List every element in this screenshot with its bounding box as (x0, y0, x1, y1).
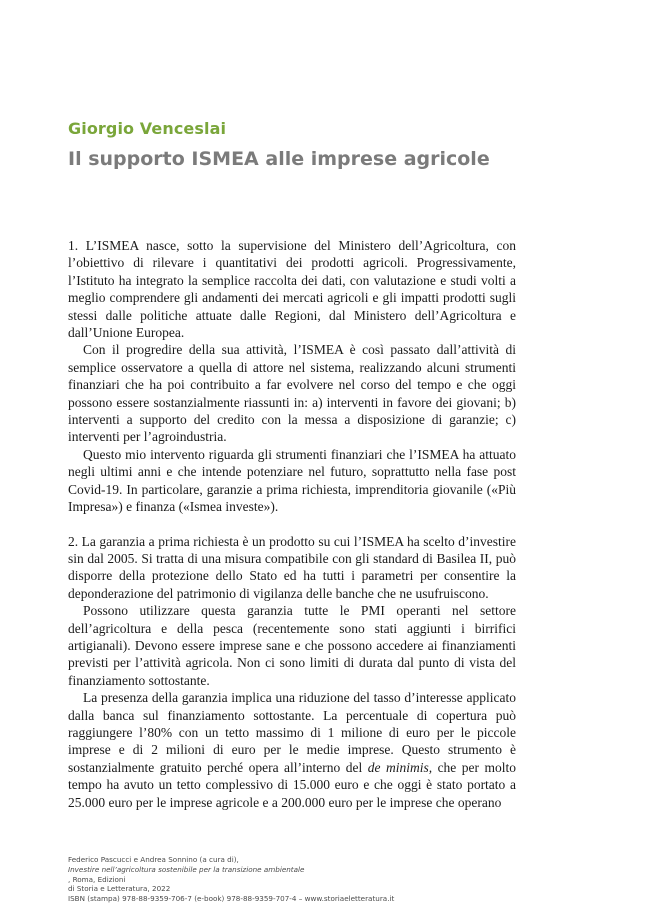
latin-term: de minimis, (367, 759, 433, 775)
paragraph-text: che per molto tempo ha avuto un tetto complessivo di 15.000 euro e che oggi è stato portato a 25.000 euro per le imprese agricole e a 200.000 euro per le imprese che operano (68, 759, 516, 810)
paragraph: 2. La garanzia a prima richiesta è un prodotto su cui l’ISMEA ha scelto d’investire sin dal 2005. Si tratta di una misura compatibile con gli standard di Basilea II, può disporre della protezione dello Stato ed ha tutti i parametri per consentire la deponderazione del patrimonio di vigilanza delle banche che ne usufruiscono. (68, 533, 516, 601)
chapter-title: Il supporto ISMEA alle imprese agricole (68, 148, 490, 170)
paragraph: Questo mio intervento riguarda gli strumenti finanziari che l’ISMEA ha attuato negli ultimi anni e che intende potenziare nel futuro, soprattutto nella fase post Covid-19. In particolare, garanzie a prima richiesta, imprenditoria giovanile («Più Impresa») e finanza («Ismea investe»). (68, 446, 516, 515)
body-text (68, 237, 516, 811)
citation-publisher: , Roma, Edizioni (68, 874, 126, 884)
author-name: Giorgio Venceslai (68, 119, 227, 138)
citation-editors: Federico Pascucci e Andrea Sonnino (a cura di), (68, 855, 239, 864)
citation-line (68, 855, 518, 884)
citation-book-title: Investire nell’agricoltura sostenibile per la transizione ambientale (68, 864, 305, 874)
isbn-line: ISBN (stampa) 978-88-9359-706-7 (e-book) 978-88-9359-707-4 – www.storiaeletteratura.it (68, 894, 395, 904)
paragraph: Possono utilizzare questa garanzia tutte le PMI operanti nel settore dell’agricoltura e della pesca (recentemente sono stati aggiunti i birrifici artigianali). Devono essere imprese sane e che possono accedere ai finanziamenti previsti per l’attività agricola. Non ci sono limiti di durata dal punto di vista del finanziamento sottostante. (68, 603, 516, 688)
paragraph (68, 689, 516, 811)
citation-footer (68, 855, 518, 904)
paragraph: 1. L’ISMEA nasce, sotto la supervisione del Ministero dell’Agricoltura, con l’obiettivo di rilevare i quantitativi dei prodotti agricoli. Progressivamente, l’Istituto ha integrato la semplice raccolta dei dati, con valutazione e studi volti a meglio comprendere gli andamenti dei mercati agricoli e gli impatti prodotti sugli stessi dalle politiche attuate dalle Regioni, dal Ministero dell’Agricoltura e dall’Unione Europea. (68, 238, 516, 341)
citation-line: di Storia e Letteratura, 2022 (68, 884, 171, 894)
paragraph-text: La presenza della garanzia implica una riduzione del tasso d’interesse applicato dalla banca sul finanziamento sottostante. La percentuale di copertura può raggiungere l’80% con un tetto massimo di 1 milione di euro per le piccole imprese e di 2 milioni di euro per le medie imprese. Questo strumento è sostanzialmente gratuito perché opera all’interno del (68, 690, 516, 775)
paragraph: Con il progredire della sua attività, l’ISMEA è così passato dall’attività di semplice osservatore a quella di attore nel sistema, realizzando alcuni strumenti finanziari che ha poi contribuito a far evolvere nel corso del tempo e che oggi possono essere sostanzialmente riassunti in: a) interventi in favore dei giovani; b) interventi a supporto del credito con la messa a disposizione di garanzie; c) interventi per l’agroindustria. (68, 342, 516, 445)
